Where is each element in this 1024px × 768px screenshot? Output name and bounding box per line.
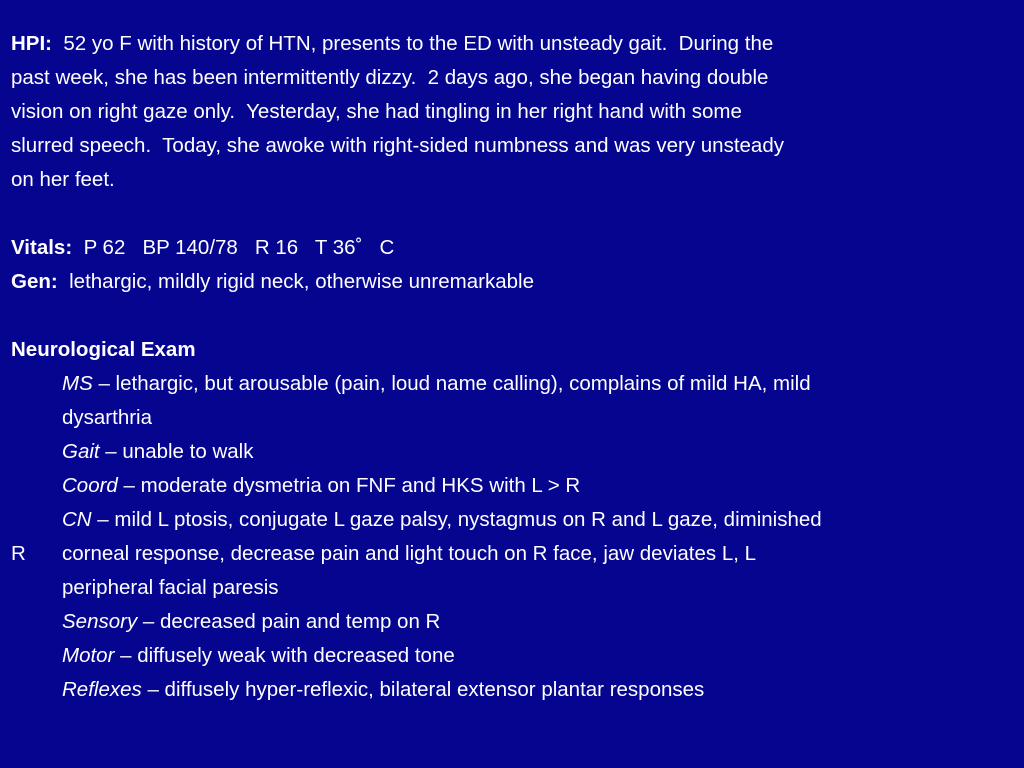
exam-cn-term: CN <box>62 508 92 531</box>
exam-sensory <box>11 605 1014 639</box>
spacer <box>11 197 1014 231</box>
exam-cn-cont-2: peripheral facial paresis <box>62 576 279 599</box>
exam-ms-cont: dysarthria <box>62 406 153 429</box>
exam-sensory-text: – decreased pain and temp on R <box>137 610 441 633</box>
vitals-label: Vitals: <box>11 236 73 259</box>
exam-cn-cont-1-text: corneal response, decrease pain and light touch on R face, jaw deviates L, L <box>62 542 757 565</box>
exam-ms <box>11 367 1014 401</box>
exam-sensory-term: Sensory <box>62 610 138 633</box>
exam-motor <box>11 639 1014 673</box>
gen-line <box>11 265 1014 299</box>
hpi-line-1 <box>11 27 1014 61</box>
exam-cn <box>11 503 1014 537</box>
hpi-line-4: slurred speech. Today, she awoke with right-sided numbness and was very unsteady <box>11 134 784 157</box>
gen-text: lethargic, mildly rigid neck, otherwise unremarkable <box>69 270 534 293</box>
spacer <box>11 299 1014 333</box>
hpi-label: HPI: <box>11 32 52 55</box>
hpi-line-3: vision on right gaze only. Yesterday, she had tingling in her right hand with some <box>11 100 742 123</box>
exam-cn-text: – mild L ptosis, conjugate L gaze palsy, nystagmus on R and L gaze, diminished <box>91 508 822 531</box>
exam-coord <box>11 469 1014 503</box>
hpi-line-5: on her feet. <box>11 168 115 191</box>
exam-motor-term: Motor <box>62 644 115 667</box>
neuro-heading-line <box>11 333 1014 367</box>
exam-coord-text: – moderate dysmetria on FNF and HKS with L > R <box>117 474 581 497</box>
neuro-heading: Neurological Exam <box>11 338 196 361</box>
exam-cn-hang: R <box>11 542 26 565</box>
exam-motor-text: – diffusely weak with decreased tone <box>114 644 455 667</box>
exam-gait-text: – unable to walk <box>99 440 254 463</box>
vitals-line <box>11 231 1014 265</box>
exam-gait <box>11 435 1014 469</box>
exam-cn-cont-1 <box>11 537 1014 571</box>
gen-label: Gen: <box>11 270 58 293</box>
exam-ms-text: – lethargic, but arousable (pain, loud name calling), complains of mild HA, mild <box>92 372 811 395</box>
exam-reflexes <box>11 673 1014 707</box>
exam-ms-term: MS <box>62 372 93 395</box>
exam-coord-term: Coord <box>62 474 118 497</box>
hpi-line-2: past week, she has been intermittently dizzy. 2 days ago, she began having double <box>11 66 769 89</box>
exam-reflexes-text: – diffusely hyper-reflexic, bilateral extensor plantar responses <box>141 678 705 701</box>
exam-reflexes-term: Reflexes <box>62 678 142 701</box>
vitals-text: P 62 BP 140/78 R 16 T 36˚ C <box>83 236 395 259</box>
hpi-text-1: 52 yo F with history of HTN, presents to the ED with unsteady gait. During the <box>63 32 774 55</box>
exam-gait-term: Gait <box>62 440 100 463</box>
